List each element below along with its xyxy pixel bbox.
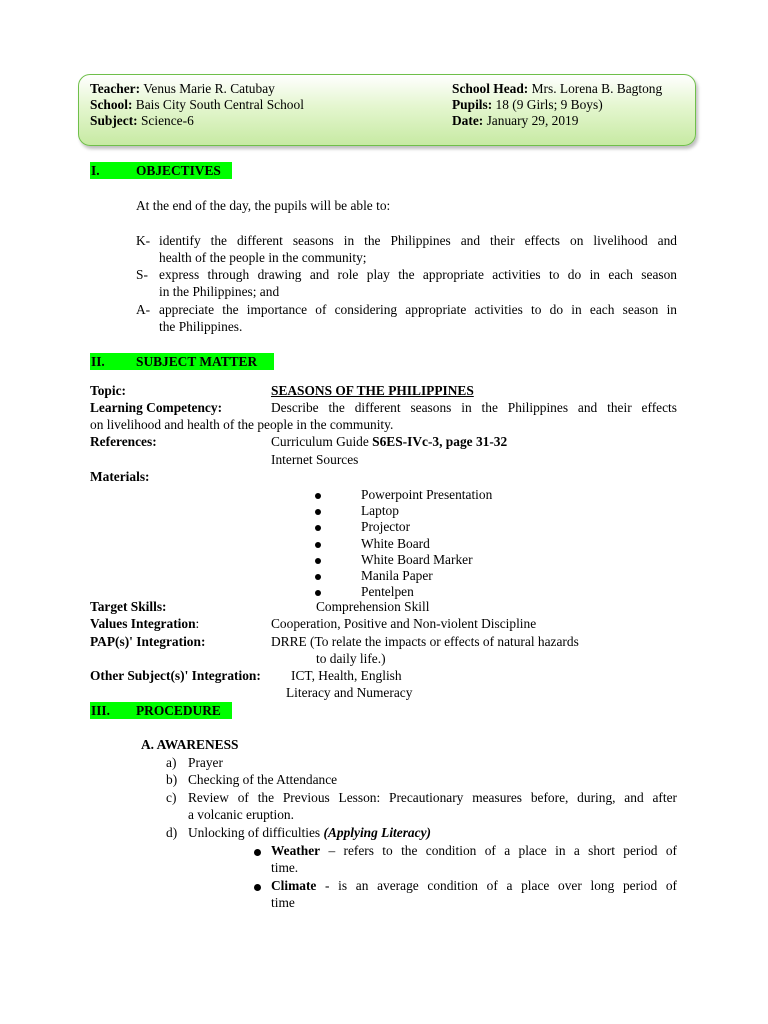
term-climate-def: - is an average condition of a place over long period of <box>316 878 677 893</box>
teacher-row <box>90 81 275 98</box>
values-integration-value: Cooperation, Positive and Non-violent Discipline <box>271 616 537 631</box>
references-label: References: <box>90 434 157 449</box>
material-item: Manila Paper <box>361 568 433 583</box>
step-review: Review of the Previous Lesson: Precautionary measures before, during, and after <box>188 790 677 805</box>
material-item: White Board <box>361 536 430 551</box>
references-value <box>271 434 507 451</box>
objectives-title: OBJECTIVES <box>136 163 221 178</box>
subject-matter-heading <box>90 353 274 375</box>
awareness-heading: A. AWARENESS <box>141 737 239 752</box>
procedure-num: III. <box>91 703 110 718</box>
subject-matter-num: II. <box>91 354 105 369</box>
references-text: Curriculum Guide <box>271 434 373 449</box>
step-marker: b) <box>166 772 178 787</box>
term-weather-line2: time. <box>271 860 299 875</box>
material-item: Pentelpen <box>361 584 414 599</box>
date-row <box>452 113 578 130</box>
topic-label: Topic: <box>90 383 126 398</box>
objective-a-line1: appreciate the importance of considering appropriate activities to do in each season in <box>159 302 677 317</box>
objective-k-line2: health of the people in the community; <box>159 250 367 265</box>
learning-competency-label: Learning Competency: <box>90 400 223 415</box>
values-integration-colon: : <box>195 616 200 631</box>
step-unlocking <box>188 825 431 842</box>
term-weather-def: – refers to the condition of a place in a short period of <box>320 843 677 858</box>
values-integration-row <box>90 616 199 633</box>
references-code: S6ES-IVc-3, page 31-32 <box>372 434 508 449</box>
objectives-intro: At the end of the day, the pupils will be able to: <box>136 198 391 213</box>
term-weather-word: Weather <box>271 843 321 858</box>
material-item: White Board Marker <box>361 552 473 567</box>
materials-label: Materials: <box>90 469 150 484</box>
material-item: Powerpoint Presentation <box>361 487 493 502</box>
pap-integration-line2: to daily life.) <box>316 651 386 666</box>
school-name: Bais City South Central School <box>135 97 304 112</box>
bullet-icon <box>254 849 261 856</box>
other-integration-line2: Literacy and Numeracy <box>286 685 413 700</box>
target-skills-label: Target Skills: <box>90 599 167 614</box>
term-climate-word: Climate <box>271 878 317 893</box>
term-weather <box>271 843 677 860</box>
values-integration-label: Values Integration <box>90 616 196 631</box>
bullet-icon <box>315 558 321 564</box>
school-head-label: School Head: <box>452 81 529 96</box>
objective-marker-s: S- <box>136 267 148 282</box>
bullet-icon <box>315 509 321 515</box>
procedure-title: PROCEDURE <box>136 703 221 718</box>
topic-value: SEASONS OF THE PHILIPPINES <box>271 383 474 398</box>
bullet-icon <box>254 884 261 891</box>
step-prayer: Prayer <box>188 755 223 770</box>
term-climate <box>271 878 677 895</box>
objective-marker-k: K- <box>136 233 151 248</box>
school-head-name: Mrs. Lorena B. Bagtong <box>531 81 663 96</box>
other-integration-line1: ICT, Health, English <box>291 668 402 683</box>
step-review-line2: a volcanic eruption. <box>188 807 294 822</box>
step-unlocking-emphasis: (Applying Literacy) <box>323 825 431 840</box>
references-line2: Internet Sources <box>271 452 359 467</box>
objective-a-line2: the Philippines. <box>159 319 243 334</box>
material-item: Projector <box>361 519 411 534</box>
bullet-icon <box>315 542 321 548</box>
pap-integration-line1: DRRE (To relate the impacts or effects of natural hazards <box>271 634 579 649</box>
school-label: School: <box>90 97 133 112</box>
procedure-heading <box>90 702 232 724</box>
date-value: January 29, 2019 <box>486 113 579 128</box>
step-attendance: Checking of the Attendance <box>188 772 338 787</box>
teacher-name: Venus Marie R. Catubay <box>143 81 275 96</box>
school-head-row <box>452 81 662 98</box>
subject-row <box>90 113 194 130</box>
pupils-row <box>452 97 603 114</box>
objective-marker-a: A- <box>136 302 151 317</box>
step-marker: a) <box>166 755 177 770</box>
step-marker: c) <box>166 790 177 805</box>
objective-k-line1: identify the different seasons in the Philippines and their effects on livelihood and <box>159 233 677 248</box>
target-skills-value: Comprehension Skill <box>316 599 430 614</box>
learning-competency-line2: on livelihood and health of the people in the community. <box>90 417 394 432</box>
date-label: Date: <box>452 113 484 128</box>
other-integration-label: Other Subject(s)' Integration: <box>90 668 261 683</box>
bullet-icon <box>315 525 321 531</box>
material-item: Laptop <box>361 503 399 518</box>
pap-integration-label: PAP(s)' Integration: <box>90 634 206 649</box>
teacher-label: Teacher: <box>90 81 141 96</box>
bullet-icon <box>315 493 321 499</box>
subject-label: Subject: <box>90 113 138 128</box>
learning-competency-line1: Describe the different seasons in the Philippines and their effects <box>271 400 677 415</box>
objectives-heading <box>90 162 232 184</box>
term-climate-line2: time <box>271 895 295 910</box>
subject-name: Science-6 <box>140 113 194 128</box>
subject-matter-title: SUBJECT MATTER <box>136 354 258 369</box>
objective-s-line2: in the Philippines; and <box>159 284 280 299</box>
step-marker: d) <box>166 825 178 840</box>
bullet-icon <box>315 590 321 596</box>
step-unlocking-text: Unlocking of difficulties <box>188 825 324 840</box>
pupils-label: Pupils: <box>452 97 493 112</box>
school-row <box>90 97 304 114</box>
pupils-value: 18 (9 Girls; 9 Boys) <box>495 97 603 112</box>
objective-s-line1: express through drawing and role play the appropriate activities to do in each season <box>159 267 677 282</box>
objectives-num: I. <box>91 163 100 178</box>
bullet-icon <box>315 574 321 580</box>
